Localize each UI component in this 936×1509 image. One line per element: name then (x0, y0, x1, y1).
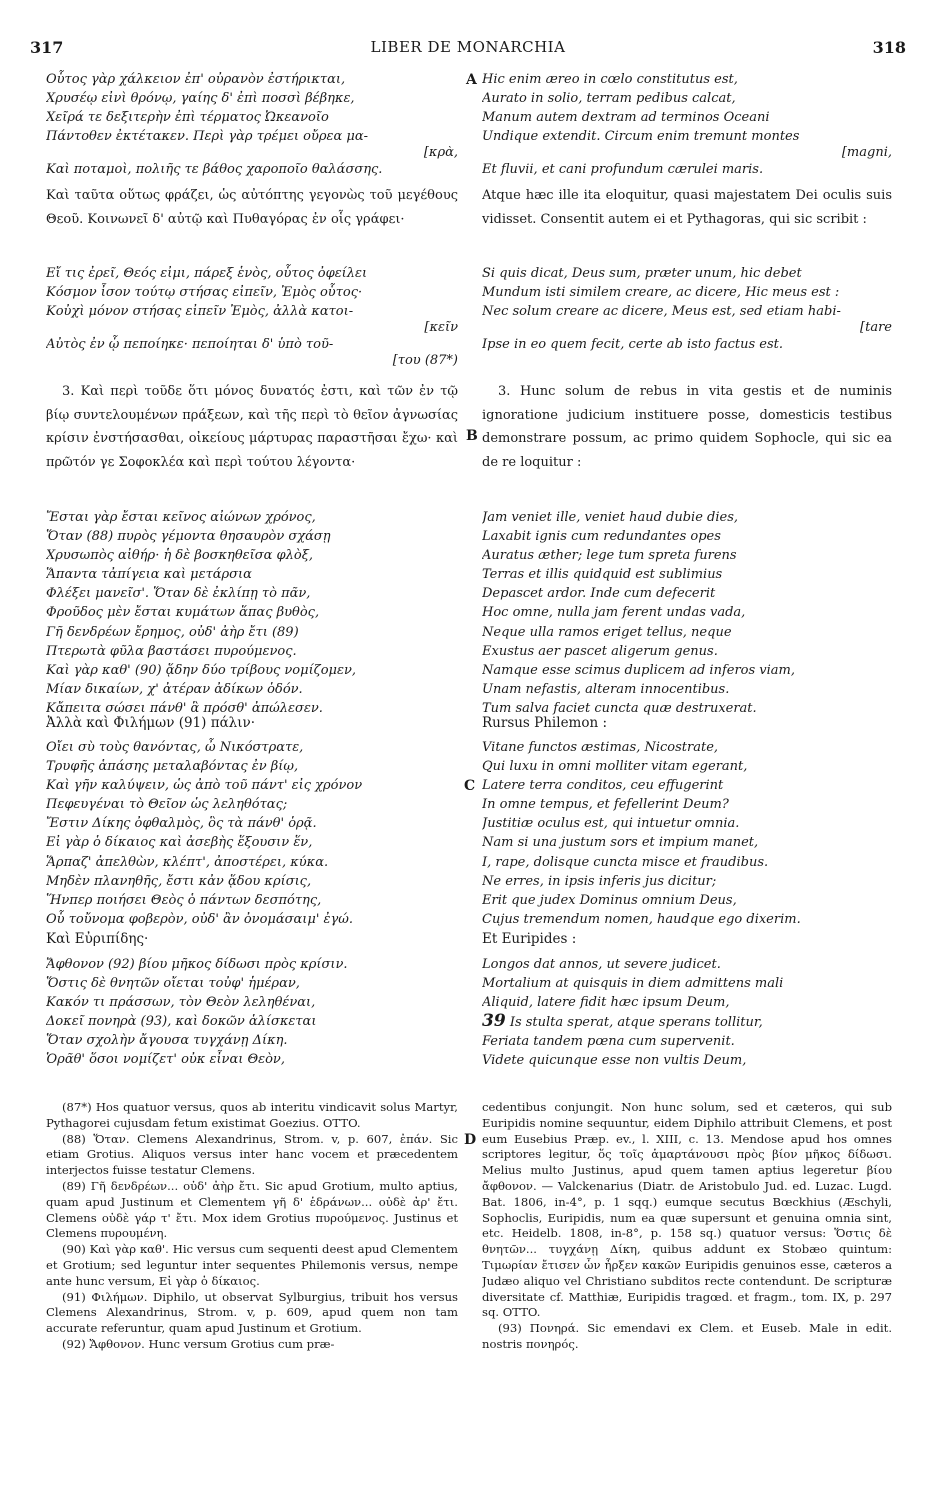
verse-line: Hic enim æreo in cœlo constitutus est, (482, 72, 738, 87)
verse-line: Manum autem dextram ad terminos Oceani (482, 110, 770, 126)
verse-line: Aliquid, latere fidit hæc ipsum Deum, (482, 995, 730, 1011)
verse-line: Laxabit ignis cum redundantes opes (482, 529, 721, 545)
verse-line: Καὶ ποταμοὶ, πολιῆς τε βάθος χαροποῖο θαλάσσης. (46, 162, 383, 178)
verse-line: Ὅστις δὲ θνητῶν οἴεται τοὐφ' ἡμέραν, (46, 976, 300, 992)
footnote: (91) Φιλήμων. Diphilo, ut observat Sylburgius, tribuit hos versus Clemens Alexandrinus, Strom. v, p. 609, apud quem non tam accurate referuntur, quam apud Justinum et Grotium. (46, 1289, 458, 1336)
footnote-continuation: cedentibus conjungit. Non hunc solum, sed et cæteros, qui sub Euripidis nomine sequuntur, eidem Diphilo attribuit Clemens, et post eum Eusebius Præp. ev., l. XIII, c. 13. Mendose apud hos omnes scriptores legitur, ὅς τοῖς ἁμαρτάνουσι πρὸς βίον μῆκος δίδωσι. Melius multo Justinus, apud quem tamen aptius legeretur βίου ἄφθονον. — Valckenarius (Diatr. de Aristobulo Jud. ed. Luzac. Lugd. Bat. 1806, in-4°, p. 1 sqq.) eumque secutus Bœckhius (Æschyli, Sophoclis, Euripidis, num ea quæ supersunt et genuina omnia sint, etc. Heidelb. 1808, in-8°, p. 158 sq.) quatuor versus: Ὅστις δὲ θνητῶν... τυγχάνῃ Δίκη, quibus addunt ex Stobæo quintum: Τιμωρίαν ἔτισεν ὧν ἦρξεν κακῶν Euripidis genuinos esse, cæteros a Judæo aliquo vel Christiano subditos recte contendunt. De scripturæ diversitate cf. Matthiæ, Euripidis tragœd. et fragm., tom. IX, p. 297 sq. OTTO. (482, 1100, 892, 1320)
latin-verse-block-1 (482, 70, 892, 182)
verse-line: Latere terra conditos, ceu effugerint (482, 778, 724, 794)
verse-line: Οἴει σὺ τοὺς θανόντας, ὦ Νικόστρατε, (46, 740, 304, 755)
verse-line: Ἥνπερ ποιήσει Θεὸς ὁ πάντων δεσπότης, (46, 892, 322, 908)
footnote: (93) Πονηρά. Sic emendavi ex Clem. et Euseb. Male in edit. nostris πονηρός. (482, 1321, 892, 1351)
latin-verse-block-3 (482, 508, 892, 718)
verse-line: Πεφευγέναι τὸ Θεῖον ὡς λεληθότας; (46, 797, 288, 813)
verse-line: Terras et illis quidquid est sublimius (482, 567, 723, 583)
verse-line: Feriata tandem pœna cum supervenit. (482, 1034, 735, 1050)
verse-line: Χεῖρά τε δεξιτερὴν ἐπὶ τέρματος Ὠκεανοῖο (46, 110, 329, 126)
verse-line: Ἔστιν Δίκης ὀφθαλμὸς, ὃς τὰ πάνθ' ὁρᾷ. (46, 816, 317, 832)
verse-line: Ἅπαντα τἀπίγεια καὶ μετάρσια (46, 567, 252, 583)
margin-letter-a: A (466, 72, 477, 88)
verse-line: Μηδὲν πλανηθῆς, ἔστι κἀν ᾅδου κρίσις, (46, 873, 312, 889)
verse-line: Ne erres, in ipsis inferis jus dicitur; (482, 873, 717, 889)
verse-line: Aurato in solio, terram pedibus calcat, (482, 91, 736, 107)
page-number-left: 317 (30, 38, 64, 57)
verse-line: Undique extendit. Circum enim tremunt montes (482, 129, 800, 145)
verse-line: Vitane functos æstimas, Nicostrate, (482, 740, 719, 755)
greek-verse-block-1 (46, 70, 458, 182)
verse-line: Jam veniet ille, veniet haud dubie dies, (482, 510, 739, 525)
verse-line: Ἔσται γὰρ ἔσται κεῖνος αἰώνων χρόνος, (46, 510, 316, 525)
verse-line: Κόσμον ἶσον τούτῳ στήσας εἰπεῖν, Ἐμὸς οὗτος· (46, 285, 363, 301)
verse-line: Nec solum creare ac dicere, Meus est, sed etiam habi- (482, 304, 841, 320)
verse-line-continuation: [του (87*) (392, 354, 458, 369)
verse-line: Χρυσωπὸς αἰθήρ· ἡ δὲ βοσκηθεῖσα φλὸξ, (46, 548, 313, 564)
verse-line: Neque ulla ramos eriget tellus, neque (482, 624, 732, 640)
verse-line: Κοὐχὶ μόνον στήσας εἰπεῖν Ἐμὸς, ἀλλὰ κατοι- (46, 304, 354, 320)
verse-line: Ὅταν σχολὴν ἄγουσα τυγχάνῃ Δίκη. (46, 1033, 288, 1049)
verse-line: Εἴ τις ἐρεῖ, Θεός εἰμι, πάρεξ ἑνὸς, οὗτος ὀφείλει (46, 266, 368, 281)
verse-line: Cujus tremendum nomen, haudque ego dixerim. (482, 911, 801, 927)
footnote: (88) Ὅταν. Clemens Alexandrinus, Strom. v, p. 607, ἐπάν. Sic etiam Grotius. Aliquos versus inter hanc vocem et præcedentem interjectos fuisse testatur Clemens. (46, 1131, 458, 1178)
verse-line: Tum salva faciet cuncta quæ destruxerat. (482, 700, 757, 716)
verse-line: Πτερωτὰ φῦλα βαστάσει πυρούμενος. (46, 643, 297, 659)
greek-speaker-label-euripides: Καὶ Εὐριπίδης· (46, 931, 149, 947)
greek-paragraph-2: 3. Καὶ περὶ τοῦδε ὅτι μόνος δυνατός ἐστι, καὶ τῶν ἐν τῷ βίῳ συντελουμένων πράξεων, καὶ τῆς περὶ τὸ θεῖον ἀγνωσίας κρίσιν ἐνστήσασθαι, οἰκείους μάρτυρας παραστῆσαι ἔχω· καὶ πρῶτόν γε Σοφοκλέα καὶ περὶ τούτου λέγοντα· (46, 384, 458, 470)
verse-line: Φροῦδος μὲν ἔσται κυμάτων ἅπας βυθὸς, (46, 605, 320, 621)
verse-line: Γῆ δενδρέων ἔρημος, οὐδ' ἀὴρ ἔτι (89) (46, 624, 299, 640)
footnote: (90) Καὶ γὰρ καθ'. Hic versus cum sequenti deest apud Clementem et Grotium; sed leguntur inter sequentes Philemonis versus, nempe ante hunc versum, Εἰ γὰρ ὁ δίκαιος. (46, 1242, 458, 1288)
margin-letter-d: D (464, 1132, 477, 1148)
verse-line: Ὅταν (88) πυρὸς γέμοντα θησαυρὸν σχάσῃ (46, 529, 331, 545)
verse-line-continuation: [tare (860, 321, 892, 336)
verse-line: In omne tempus, et fefellerint Deum? (482, 797, 729, 813)
verse-line: Mundum isti similem creare, ac dicere, Hic meus est : (482, 285, 840, 301)
verse-line: Depascet ardor. Inde cum defecerit (482, 586, 716, 602)
edition-page-marker: 39 (482, 1012, 506, 1032)
verse-line: Αὐτὸς ἐν ᾧ πεποίηκε· πεποίηται δ' ὑπὸ τοῦ- (46, 337, 334, 353)
verse-line: Μίαν δικαίων, χ' ἀτέραν ἀδίκων ὁδόν. (46, 681, 303, 697)
page-number-right: 318 (872, 38, 906, 57)
verse-line: Justitiæ oculus est, qui intuetur omnia. (482, 816, 740, 832)
footnotes-right-column (482, 1100, 892, 1498)
greek-verse-block-3 (46, 508, 458, 718)
verse-line: Longos dat annos, ut severe judicet. (482, 957, 721, 972)
verse-line: Δοκεῖ πονηρὰ (93), καὶ δοκῶν ἁλίσκεται (46, 1014, 317, 1030)
verse-line: Κακόν τι πράσσων, τὸν Θεὸν λεληθέναι, (46, 995, 316, 1011)
verse-line: Auratus æther; lege tum spreta furens (482, 548, 737, 564)
footnote: (89) Γῆ δενδρέων... οὐδ' ἀὴρ ἔτι. Sic apud Grotium, multo aptius, quam apud Justinum et Clementem γῆ δ' ἑδράνων... οὐδὲ ἀρ' ἔτι. Clemens οὐδὲ γάρ τ' ἔτι. Mox idem Grotius πυρούμενος. Justinus et Clemens πυρουμένη. (46, 1178, 458, 1241)
verse-line: Unam nefastis, alteram innocentibus. (482, 681, 730, 697)
margin-letter-c: C (464, 778, 476, 794)
footnote: (87*) Hos quatuor versus, quos ab interitu vindicavit solus Martyr, Pythagorei cujusdam fetum existimat Goezius. OTTO. (46, 1100, 458, 1130)
verse-line: Πάντοθεν ἐκτέτακεν. Περὶ γὰρ τρέμει οὔρεα μα- (46, 129, 369, 145)
greek-verse-block-5 (46, 955, 458, 1071)
running-title: LIBER DE MONARCHIA (370, 38, 566, 56)
verse-line: Καὶ γὰρ καθ' (90) ᾅδην δύο τρίβους νομίζομεν, (46, 662, 357, 678)
margin-letter-b: B (466, 428, 478, 444)
greek-verse-block-2 (46, 264, 458, 382)
footnotes-left-column (46, 1100, 458, 1498)
latin-verse-block-5 (482, 955, 892, 1071)
greek-speaker-label-philemon: Ἀλλὰ καὶ Φιλήμων (91) πάλιν· (46, 715, 256, 731)
latin-verse-block-2 (482, 264, 892, 364)
verse-line: Χρυσέῳ εἰνὶ θρόνῳ, γαίης δ' ἐπὶ ποσσὶ βέβηκε, (46, 91, 355, 107)
verse-line: Exustus aer pascet aligerum genus. (482, 643, 718, 659)
verse-line: Ipse in eo quem fecit, certe ab isto factus est. (482, 337, 783, 353)
verse-line-continuation: [κεῖν (424, 321, 458, 336)
verse-line-continuation: [κρὰ, (423, 146, 458, 161)
verse-line: Καὶ γῆν καλύψειν, ὡς ἀπὸ τοῦ πάντ' εἰς χρόνον (46, 778, 363, 794)
verse-line: Erit que judex Dominus omnium Deus, (482, 892, 737, 908)
verse-line: Si quis dicat, Deus sum, præter unum, hic debet (482, 266, 802, 281)
running-header (30, 38, 906, 68)
verse-line: Κἄπειτα σώσει πάνθ' ἃ πρόσθ' ἀπώλεσεν. (46, 700, 323, 716)
verse-line: Εἰ γὰρ ὁ δίκαιος καὶ ἀσεβὴς ἕξουσιν ἕν, (46, 835, 313, 851)
verse-line: Hoc omne, nulla jam ferent undas vada, (482, 605, 746, 621)
verse-line: Φλέξει μανεῖσ'. Ὅταν δὲ ἐκλίπῃ τὸ πᾶν, (46, 586, 311, 602)
latin-paragraph-2: 3. Hunc solum de rebus in vita gestis et de numinis ignoratione judicium instituere posse, domesticis testibus demonstrare possum, ac primo quidem Sophocle, qui sic ea de re loquitur : (482, 384, 892, 470)
verse-line: Mortalium at quisquis in diem admittens mali (482, 976, 784, 992)
verse-line: Et fluvii, et cani profundum cærulei maris. (482, 162, 764, 178)
verse-line: Οὗτος γὰρ χάλκειον ἐπ' οὐρανὸν ἐστήρικται, (46, 72, 346, 87)
verse-line: Nam si una justum sors et impium manet, (482, 835, 759, 851)
verse-line: I, rape, dolisque cuncta misce et fraudibus. (482, 854, 769, 870)
verse-line: 39 Is stulta sperat, atque sperans tollitur, (482, 1012, 763, 1032)
footnote: (92) Ἄφθονον. Hunc versum Grotius cum præ- (62, 1336, 335, 1351)
verse-line: Ἅρπαζ' ἀπελθὼν, κλέπτ', ἀποστέρει, κύκα. (46, 854, 329, 870)
verse-line: Ἄφθονον (92) βίου μῆκος δίδωσι πρὸς κρίσιν. (46, 957, 348, 972)
verse-line: Οὗ τοὔνομα φοβερὸν, οὐδ' ἂν ὀνομάσαιμ' ἐγώ. (46, 911, 354, 927)
latin-speaker-label-euripides: Et Euripides : (482, 931, 577, 947)
latin-speaker-label-philemon: Rursus Philemon : (482, 715, 608, 731)
verse-line: Namque esse scimus duplicem ad inferos viam, (482, 662, 796, 678)
verse-line-continuation: [magni, (841, 146, 892, 161)
verse-line: Videte quicunque esse non vultis Deum, (482, 1053, 747, 1069)
verse-line: Qui luxu in omni molliter vitam egerant, (482, 759, 748, 775)
verse-line: Τρυφῆς ἁπάσης μεταλαβόντας ἐν βίῳ, (46, 759, 299, 775)
greek-verse-block-4 (46, 738, 458, 930)
greek-paragraph-1: Καὶ ταῦτα οὕτως φράζει, ὡς αὐτόπτης γεγονὼς τοῦ μεγέθους Θεοῦ. Κοινωνεῖ δ' αὐτῷ καὶ Πυθαγόρας ἐν οἷς γράφει· (46, 188, 458, 227)
verse-line: Ὁρᾶθ' ὅσοι νομίζετ' οὐκ εἶναι Θεὸν, (46, 1052, 285, 1068)
latin-verse-block-4 (482, 738, 892, 930)
latin-paragraph-1: Atque hæc ille ita eloquitur, quasi majestatem Dei oculis suis vidisset. Consentit autem ei et Pythagoras, qui sic scribit : (482, 188, 892, 227)
